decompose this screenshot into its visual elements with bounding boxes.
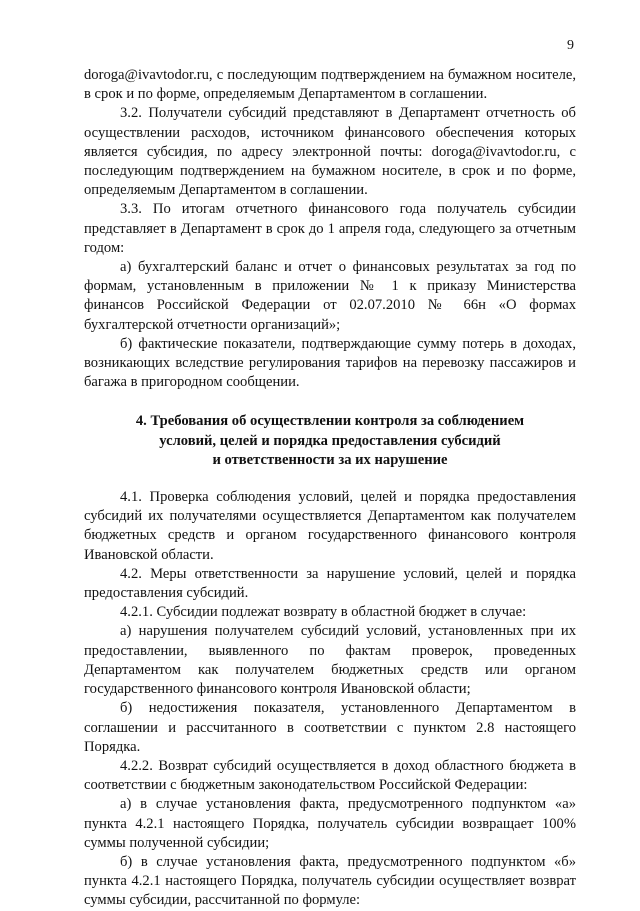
paragraph: б) недостижения показателя, установленного Департаментом в соглашении и рассчитанного в соответствии с пунктом 2.8 настоящего Порядка. (84, 700, 576, 755)
section-heading (84, 412, 576, 470)
paragraph: 3.3. По итогам отчетного финансового года получатель субсидии представляет в Департамент в срок до 1 апреля года, следующего за отчетным годом: (84, 201, 576, 256)
paragraph: б) фактические показатели, подтверждающие сумму потерь в доходах, возникающих вследствие регулирования тарифов на перевозку пассажиров и багажа в пригородном сообщении. (84, 335, 576, 391)
paragraph: 4.2.1. Субсидии подлежат возврату в областной бюджет в случае: (120, 604, 527, 621)
paragraph: а) нарушения получателем субсидий условий, установленных при их предоставлении, выявленного по фактам проверок, проведенных Департаментом как получателем бюджетных средств или органом государственного финансового контроля Ивановской области; (84, 623, 576, 698)
paragraph: а) бухгалтерский баланс и отчет о финансовых результатах за год по формам, установленным в приложении № 1 к приказу Министерства финансов Российской Федерации от 02.07.2010 № 66н «О формах бухгалтерской отчетности организаций»; (84, 259, 576, 333)
paragraph: 4.2.2. Возврат субсидий осуществляется в доход областного бюджета в соответствии с бюджетным законодательством Российской Федерации: (84, 757, 576, 794)
section-heading-line: 4. Требования об осуществлении контроля за соблюдением (135, 413, 525, 430)
paragraph: а) в случае установления факта, предусмотренного подпунктом «а» пункта 4.2.1 настоящего Порядка, получатель субсидии возвращает 100% суммы полученной субсидии; (84, 796, 576, 851)
paragraph: 3.2. Получатели субсидий представляют в Департамент отчетность об осуществлении расходов, источником финансового обеспечения которых является субсидия, по адресу электронной почты: doroga@ivavtodor.ru, с последующим подтверждением на бумажном носителе, в срок и по форме, определяемым Департаментом в соглашении. (84, 105, 576, 199)
page-number: 9 (567, 38, 574, 53)
section-heading-line: и ответственности за их нарушение (212, 451, 448, 468)
paragraph: doroga@ivavtodor.ru, с последующим подтверждением на бумажном носителе, в срок и по форме, определяемым Департаментом в соглашении. (84, 67, 576, 103)
paragraph: 4.2. Меры ответственности за нарушение условий, целей и порядка предоставления субсидий. (84, 565, 576, 602)
paragraph: б) в случае установления факта, предусмотренного подпунктом «б» пункта 4.2.1 настоящего Порядка, получатель субсидии осуществляет возврат суммы субсидии, рассчитанной по формуле: (84, 853, 576, 909)
section-heading-line: условий, целей и порядка предоставления субсидий (159, 432, 501, 449)
document-body (84, 66, 576, 911)
paragraph: 4.1. Проверка соблюдения условий, целей и порядка предоставления субсидий их получателями осуществляется Департаментом как получателем бюджетных средств и органом государственного финансового контроля Ивановской области. (84, 489, 576, 563)
